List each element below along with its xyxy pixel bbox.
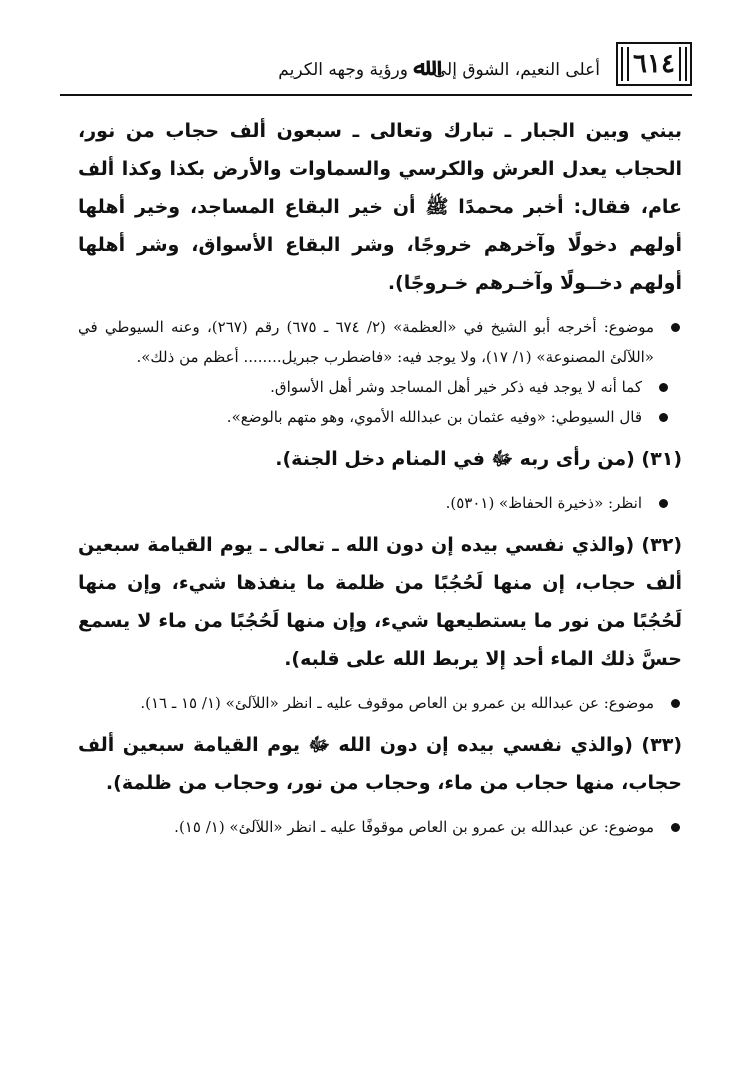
footnote-item — [78, 812, 682, 842]
bullet-icon — [671, 323, 680, 332]
hadith-text: (٣١) (من رأى ربه ﷻ في المنام دخل الجنة). — [275, 448, 682, 470]
footnote-text: موضوع: أخرجه أبو الشيخ في «العظمة» (٢/ ٦٧٤ ـ ٦٧٥) رقم (٢٦٧)، وعنه السيوطي في «اللآلئ المصنوعة» (١/ ١٧)، ولا يوجد فيه: «فاضطرب جبريل........ أعظم من ذلك». — [78, 318, 654, 366]
footnote-text: انظر: «ذخيرة الحفاظ» (٥٣٠١). — [445, 494, 642, 512]
sub-note-text: كما أنه لا يوجد فيه ذكر خير أهل المساجد وشر أهل الأسواق. — [270, 378, 642, 396]
page-number: ٦١٤ — [616, 42, 692, 86]
running-title — [278, 52, 600, 81]
page-body — [78, 112, 682, 846]
intro-paragraph: بيني وبين الجبار ـ تبارك وتعالى ـ سبعون ألف حجاب من نور، الحجاب يعدل العرش والكرسي والسماوات والأرض بكذا وكذا ألف عام، فقال: أخبر محمدًا ﷺ أن خير البقاع المساجد، وخير أهلها أولهم دخولًا وآخرهم خروجًا، وشر البقاع الأسواق، وشر أهلها أولهم دخــولًا وآخـرهم خـروجًا). — [78, 120, 682, 294]
hadith-notes — [78, 812, 682, 842]
hadith-text: (٣٣) (والذي نفسي بيده إن دون الله ﷻ يوم القيامة سبعين ألف حجاب، منها حجاب من ماء، وحجاب من نور، وحجاب من ظلمة). — [78, 734, 682, 794]
hadith-31 — [78, 440, 682, 518]
hadith-32 — [78, 526, 682, 718]
bullet-icon — [671, 823, 680, 832]
flower-bullet-icon — [659, 383, 668, 392]
hadith-notes — [78, 488, 682, 518]
footnote-item — [78, 488, 682, 518]
allah-calligraphy: ﷲ — [413, 52, 428, 81]
sub-note-item — [78, 372, 682, 402]
sub-note-item — [78, 402, 682, 432]
hadith-notes — [78, 688, 682, 718]
flower-bullet-icon — [659, 413, 668, 422]
intro-notes — [78, 312, 682, 432]
flower-bullet-icon — [659, 499, 668, 508]
footnote-item — [78, 688, 682, 718]
running-title-start: أعلى النعيم، الشوق إلى — [432, 60, 600, 80]
footnote-text: موضوع: عن عبدالله بن عمرو بن العاص موقوفًا عليه ـ انظر «اللآلئ» (١/ ١٥). — [174, 818, 654, 836]
sub-note-text: قال السيوطي: «وفيه عثمان بن عبدالله الأموي، وهو متهم بالوضع». — [226, 408, 642, 426]
header-divider — [60, 94, 692, 96]
footnote-text: موضوع: عن عبدالله بن عمرو بن العاص موقوف عليه ـ انظر «اللآلئ» (١/ ١٥ ـ ١٦). — [140, 694, 654, 712]
hadith-33 — [78, 726, 682, 842]
page-header — [60, 36, 692, 96]
running-title-end: ورؤية وجهه الكريم — [278, 60, 408, 80]
bullet-icon — [671, 699, 680, 708]
footnote-item — [78, 312, 682, 372]
hadith-text: (٣٢) (والذي نفسي بيده إن دون الله ـ تعالى ـ يوم القيامة سبعين ألف حجاب، إن منها لَحُجُبًا من ظلمة ما ينفذها شيء، وإن منها لَحُجُبًا من نور ما يستطيعها شيء، وإن منها لَحُجُبًا من ماء لا يسمع حسَّ ذلك الماء أحد إلا يربط الله على قلبه). — [78, 534, 682, 670]
